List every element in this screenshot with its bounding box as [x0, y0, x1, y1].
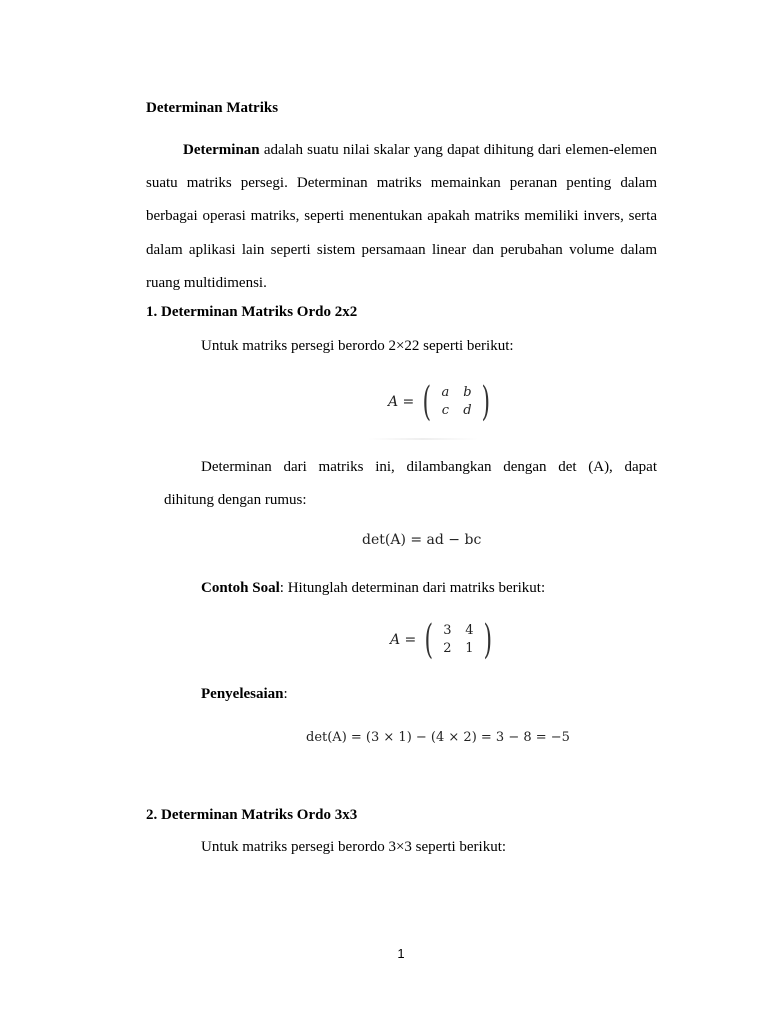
matrix-example-cells: [436, 622, 480, 658]
example-bold: Contoh Soal: [201, 580, 280, 596]
det-formula: det(A) = ad − bc: [362, 532, 482, 548]
matrix-cell: 1: [465, 641, 474, 656]
section2-line1: Untuk matriks persegi berordo 3×3 seperti berikut:: [201, 839, 507, 855]
intro-bold-lead: Determinan: [183, 142, 260, 158]
matrix-example-figure: A = ( 3 4 2 1 ): [390, 617, 493, 663]
matrix-cell: 2: [443, 641, 452, 656]
page-number: 1: [397, 946, 405, 961]
example-text: : Hitunglah determinan dari matriks berikut:: [279, 580, 546, 596]
matrix-label: A =: [388, 394, 415, 410]
solution-bold: Penyelesaian: [201, 686, 284, 702]
matrix-cell: 4: [465, 623, 474, 638]
intro-paragraph: [146, 134, 657, 300]
example-line: [201, 580, 545, 597]
matrix-cell: b: [463, 385, 472, 400]
page-title: Determinan Matriks: [146, 100, 279, 116]
section1-line1: Untuk matriks persegi berordo 2×22 seperti berikut:: [201, 338, 514, 354]
intro-text: adalah suatu nilai skalar yang dapat dihitung dari elemen-elemen suatu matriks persegi. Determinan matriks memainkan peranan penting dalam berbagai operasi matriks, seperti menentukan apakah matriks memiliki invers, serta dalam aplikasi lain seperti sistem persamaan linear dan perubahan volume dalam ruang multidimensi.: [146, 142, 657, 291]
matrix-cell: 3: [443, 623, 452, 638]
solution-formula: det(A) = (3 × 1) − (4 × 2) = 3 − 8 = −5: [306, 730, 570, 745]
det-line-a: Determinan dari matriks ini, dilambangkan dengan det (A), dapat: [201, 459, 657, 475]
matrix-cell: a: [441, 385, 450, 400]
section2-heading: 2. Determinan Matriks Ordo 3x3: [146, 807, 358, 823]
image-artifact: [368, 438, 478, 440]
det-line-b: dihitung dengan rumus:: [164, 492, 307, 508]
matrix-cell: d: [463, 403, 472, 418]
section1-heading: 1. Determinan Matriks Ordo 2x2: [146, 304, 358, 320]
example-matrix-label: A =: [390, 632, 417, 648]
solution-line: Penyelesaian:: [201, 686, 288, 702]
matrix-2x2-figure: A = ( a b c d ): [388, 379, 491, 425]
matrix-cell: c: [441, 403, 449, 418]
matrix-2x2-cells: [434, 384, 478, 420]
